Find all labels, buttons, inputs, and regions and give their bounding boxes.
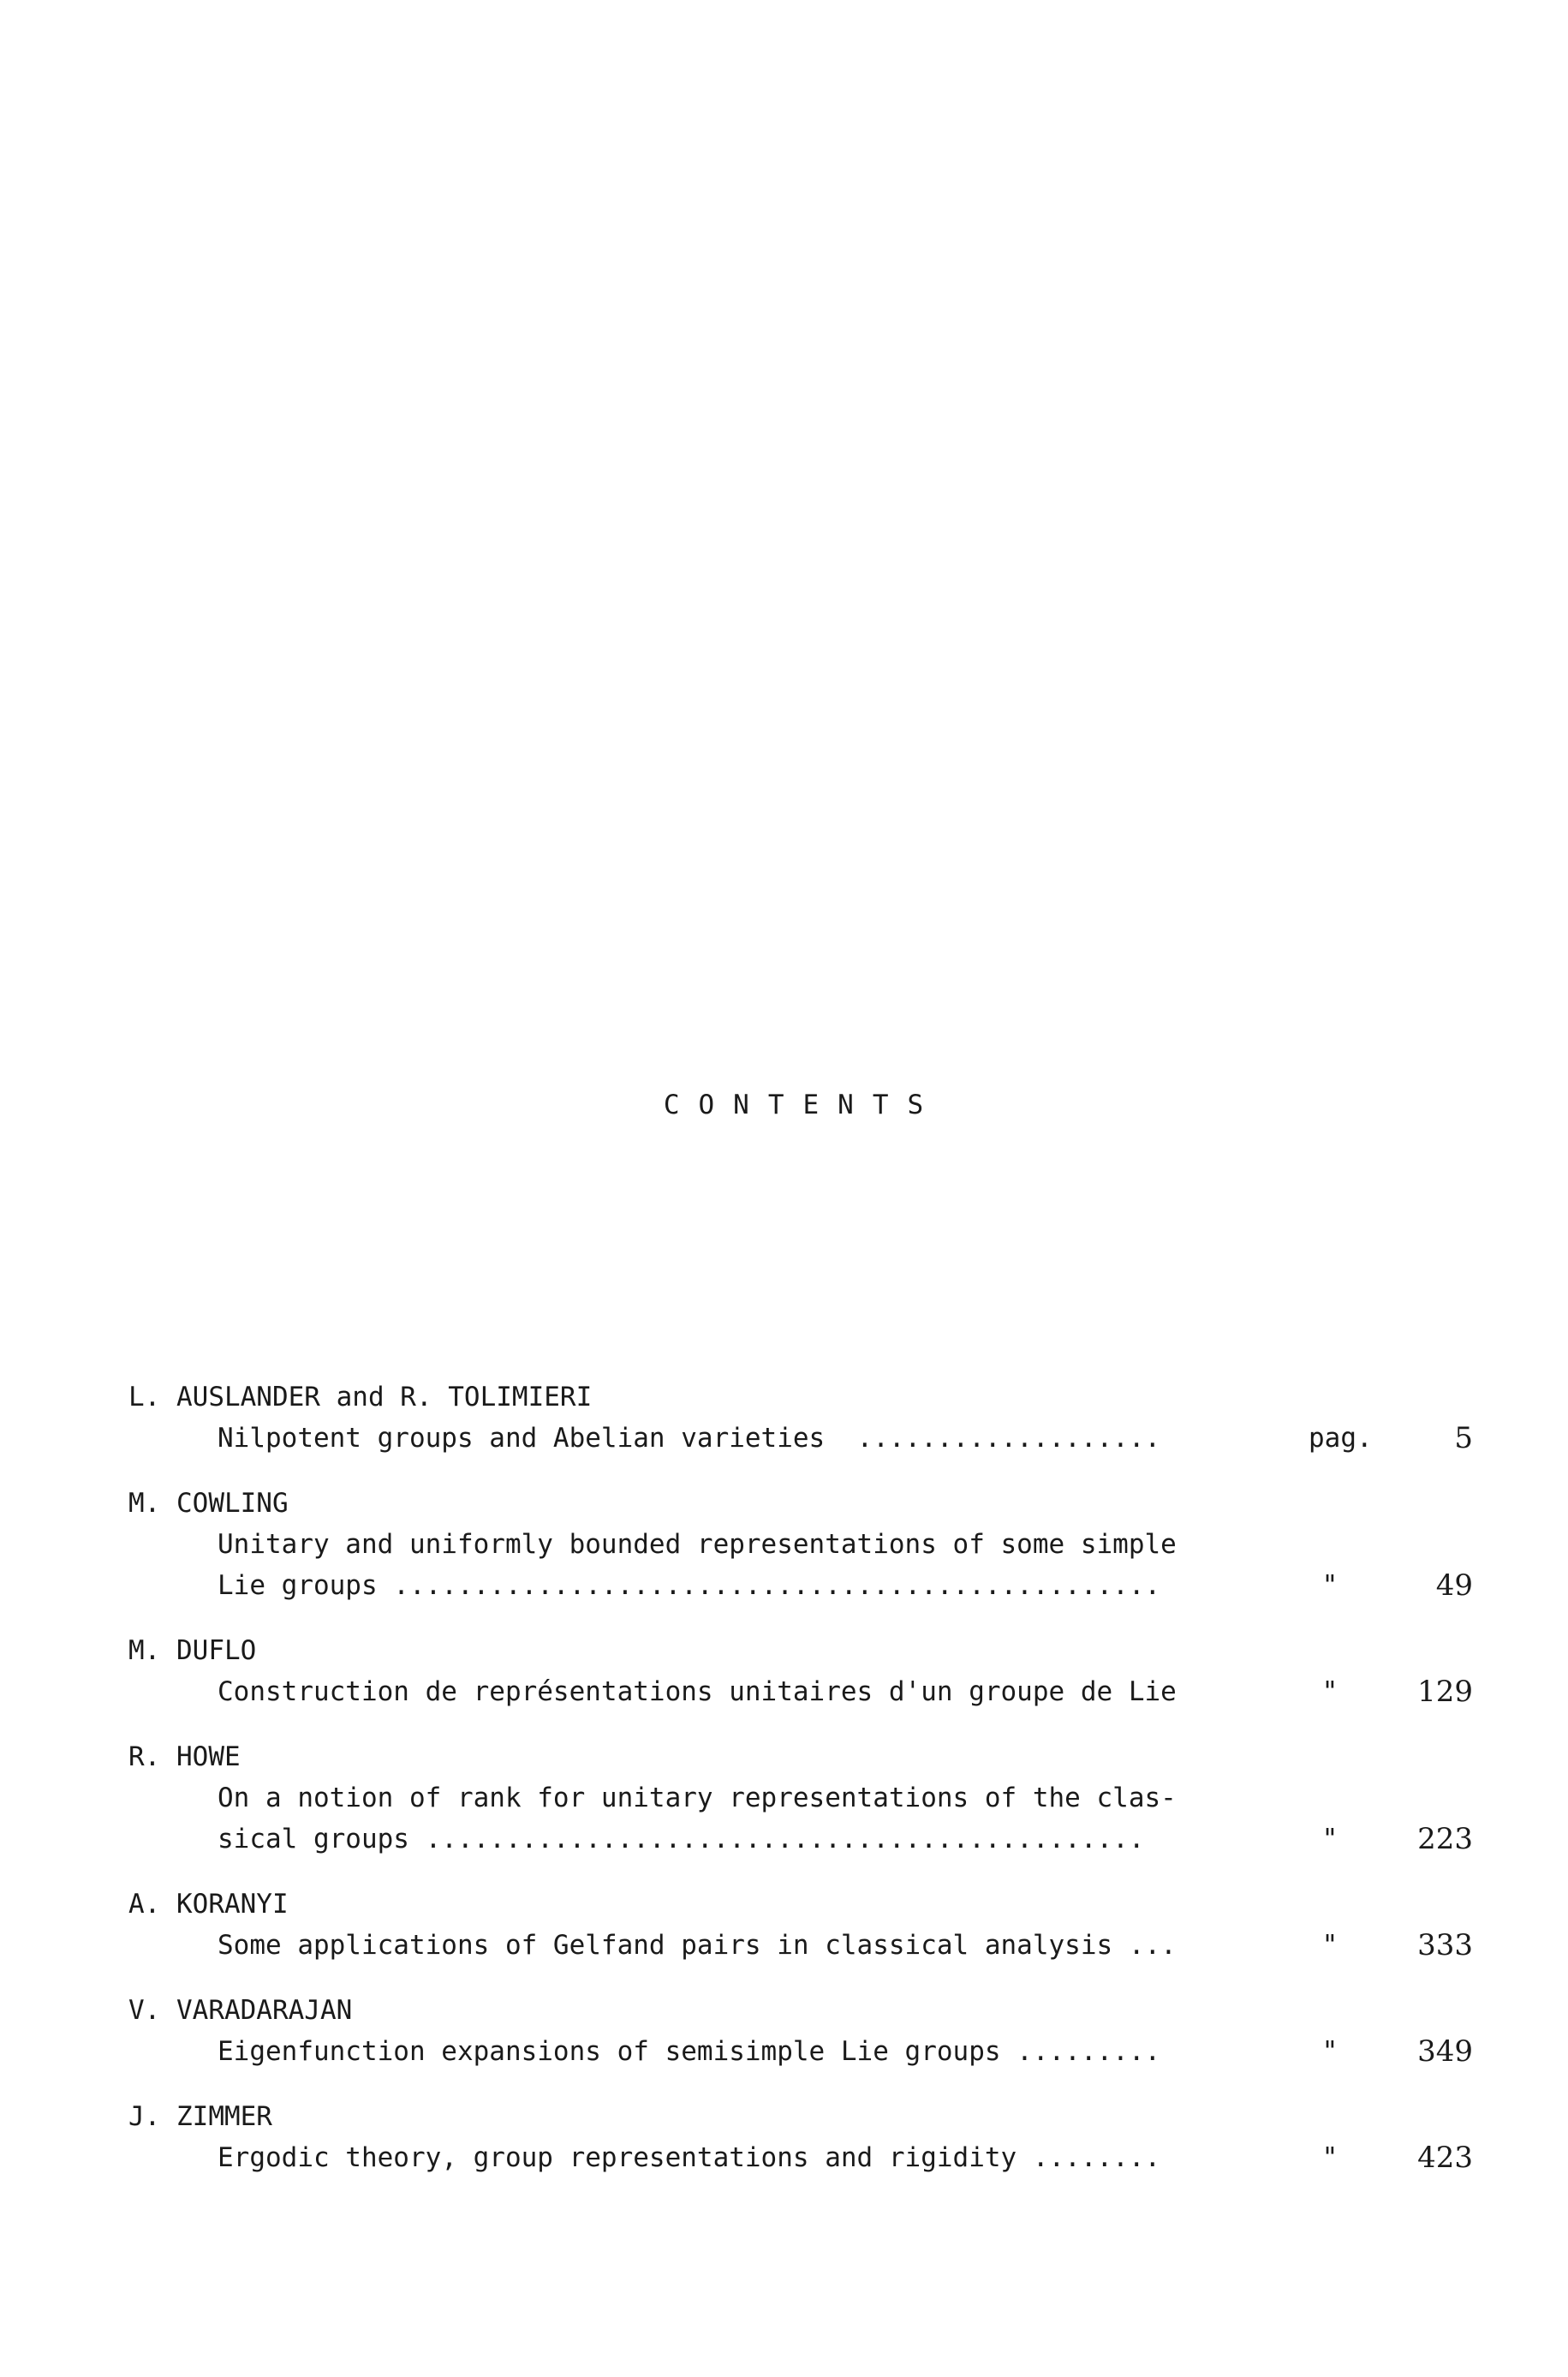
paper-title: On a notion of rank for unitary representations of the clas- [218, 1783, 1177, 1813]
toc-entry [128, 2097, 1473, 2179]
paper-title: Construction de représentations unitaires d'un groupe de Lie [218, 1676, 1177, 1707]
paper-title-continued: sical groups ............................................. [218, 1824, 1145, 1854]
page-number: 5 [1454, 1421, 1473, 1455]
title-line [128, 1778, 1473, 1819]
title-line [128, 1672, 1473, 1713]
ditto-mark: " [1321, 2036, 1338, 2067]
toc-entry [128, 1377, 1473, 1460]
title-line [128, 1525, 1473, 1566]
toc-entry [128, 1737, 1473, 1860]
toc-entry [128, 1484, 1473, 1607]
page-number: 129 [1417, 1675, 1473, 1709]
ditto-mark: " [1321, 2142, 1338, 2173]
paper-title: Unitary and uniformly bounded representations of some simple [218, 1529, 1177, 1560]
toc-entry [128, 1631, 1473, 1713]
paper-title: Ergodic theory, group representations and rigidity ........ [218, 2142, 1161, 2173]
author-name: A. KORANYI [128, 1889, 289, 1920]
page-ref-label: pag. [1309, 1423, 1373, 1454]
author-name: J. ZIMMER [128, 2101, 272, 2132]
paper-title: Nilpotent groups and Abelian varieties ................... [218, 1423, 1193, 1454]
author-name: M. DUFLO [128, 1635, 257, 1666]
page-number: 333 [1417, 1928, 1473, 1962]
ditto-mark: " [1321, 1570, 1338, 1601]
paper-title: Some applications of Gelfand pairs in classical analysis ... [218, 1930, 1177, 1961]
title-line [128, 1819, 1473, 1860]
title-line [128, 2032, 1473, 2073]
title-line [128, 1418, 1473, 1460]
author-name: L. AUSLANDER and R. TOLIMIERI [128, 1382, 593, 1412]
ditto-mark: " [1321, 1930, 1338, 1961]
page-title: CONTENTS [663, 1090, 943, 1120]
ditto-mark: " [1321, 1824, 1338, 1854]
author-name: V. VARADARAJAN [128, 1995, 353, 2026]
paper-title-continued: Lie groups ................................................ [218, 1570, 1161, 1601]
toc-entry [128, 1991, 1473, 2073]
page-number: 423 [1417, 2141, 1473, 2175]
title-line [128, 1926, 1473, 1967]
toc-entry [128, 1884, 1473, 1967]
page-number: 349 [1417, 2034, 1473, 2069]
paper-title: Eigenfunction expansions of semisimple Lie groups ......... [218, 2036, 1161, 2067]
title-line [128, 1566, 1473, 1607]
page-number: 49 [1435, 1568, 1473, 1603]
title-line [128, 2138, 1473, 2179]
author-name: R. HOWE [128, 1741, 241, 1772]
page-number: 223 [1417, 1822, 1473, 1856]
author-name: M. COWLING [128, 1488, 289, 1519]
ditto-mark: " [1321, 1676, 1338, 1707]
table-of-contents [128, 1377, 1473, 2203]
